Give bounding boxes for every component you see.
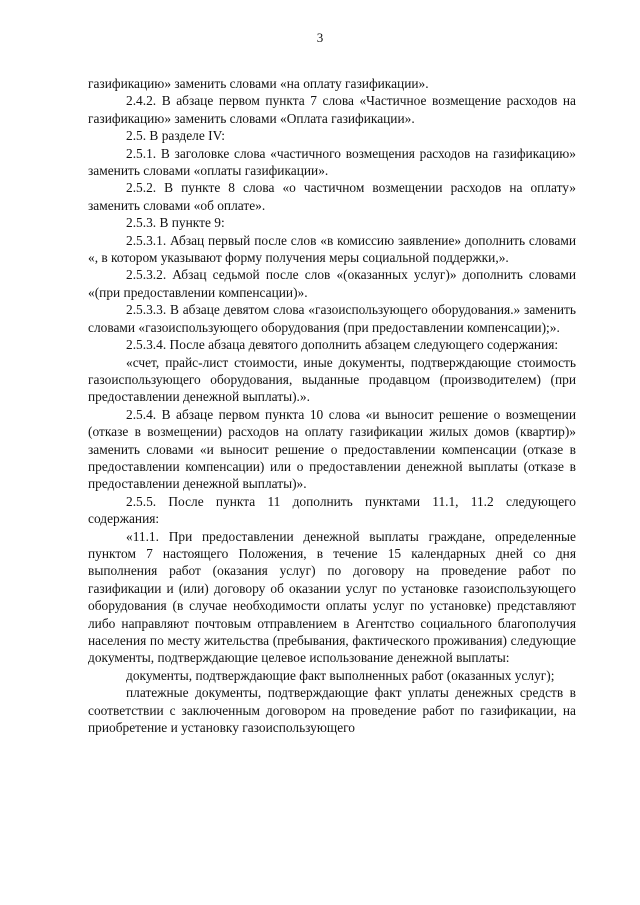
paragraph-2-5: 2.5. В разделе IV: xyxy=(126,128,225,144)
paragraph-2-5-2: 2.5.2. В пункте 8 слова «о частичном возмещении расходов на оплату» заменить словами «об оплате». xyxy=(88,180,576,213)
paragraph-2-5-3-3: 2.5.3.3. В абзаце девятом слова «газоиспользующего оборудования.» заменить словами «газоиспользующего оборудования (при предоставлении компенсации);». xyxy=(88,302,576,335)
paragraph-quoted-invoice: «счет, прайс-лист стоимости, иные документы, подтверждающие стоимость газоиспользующего оборудования, выданные продавцом (производителем) (при предоставлении денежной выплаты).». xyxy=(88,354,576,405)
paragraph-work-documents: документы, подтверждающие факт выполненных работ (оказанных услуг); xyxy=(126,667,555,683)
paragraph-11-1: «11.1. При предоставлении денежной выплаты граждане, определенные пунктом 7 настоящего Положения, в течение 15 календарных дней со дня выполнения работ (оказания услуг) по договору на проведение работ по газификации и (или) договору об оказании услуг по установке газоиспользующего оборудования (в случае необходимости оплаты услуг по установке) представляют либо направляют почтовым отправлением в Агентство социального благополучия населения по месту жительства (пребывания, фактического проживания) следующие документы, подтверждающие целевое использование денежной выплаты: xyxy=(88,528,576,666)
paragraph-continuation: газификацию» заменить словами «на оплату газификации». xyxy=(88,76,429,91)
paragraph-payment-documents: платежные документы, подтверждающие факт уплаты денежных средств в соответствии с заключенным договором на проведение работ по газификации, на приобретение и установку газоиспользующего xyxy=(88,685,576,736)
paragraph-2-4-2: 2.4.2. В абзаце первом пункта 7 слова «Частичное возмещение расходов на газификацию» заменить словами «Оплата газификации». xyxy=(88,93,576,126)
paragraph-2-5-3-1: 2.5.3.1. Абзац первый после слов «в комиссию заявление» дополнить словами «, в котором указывают форму получения меры социальной поддержки,». xyxy=(88,232,576,266)
document-body xyxy=(88,75,576,736)
paragraph-2-5-3: 2.5.3. В пункте 9: xyxy=(126,215,225,231)
page-number: 3 xyxy=(316,30,324,45)
paragraph-2-5-3-2: 2.5.3.2. Абзац седьмой после слов «(оказанных услуг)» дополнить словами «(при предоставлении компенсации)». xyxy=(88,267,576,300)
paragraph-2-5-1: 2.5.1. В заголовке слова «частичного возмещения расходов на газификацию» заменить словами «оплаты газификации». xyxy=(88,145,576,179)
paragraph-2-5-5: 2.5.5. После пункта 11 дополнить пунктами 11.1, 11.2 следующего содержания: xyxy=(88,493,576,527)
paragraph-2-5-3-4: 2.5.3.4. После абзаца девятого дополнить абзацем следующего содержания: xyxy=(126,337,559,353)
paragraph-2-5-4: 2.5.4. В абзаце первом пункта 10 слова «и выносит решение о возмещении (отказе в возмещении) расходов на оплату газификации жилых домов (квартир)» заменить словами «и выносит решение о предоставлении компенсации (отказе в предоставлении компенсации) или о предоставлении денежной выплаты (отказе в предоставлении денежной выплаты)». xyxy=(88,406,576,492)
